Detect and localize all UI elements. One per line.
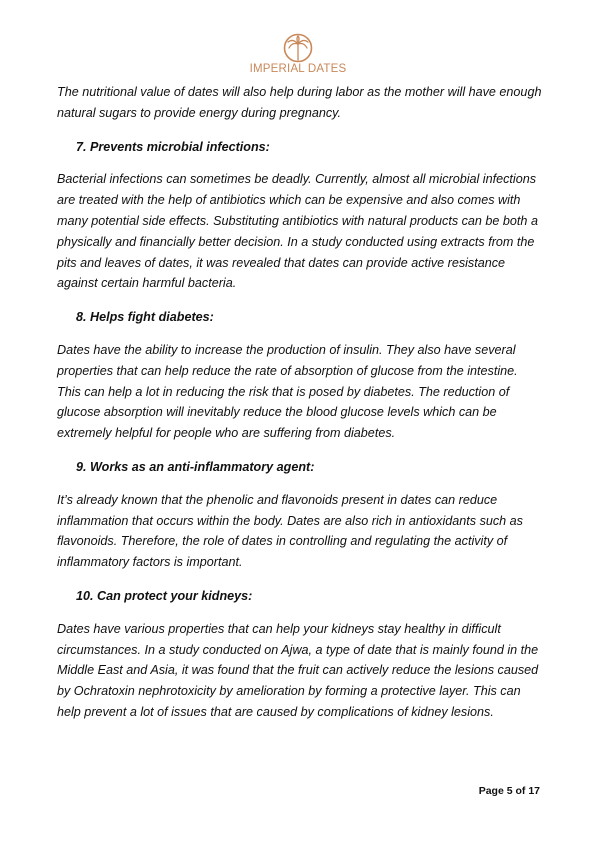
intro-paragraph: The nutritional value of dates will also help during labor as the mother will have enough natural sugars to provide energy during pregnancy. xyxy=(57,85,542,120)
brand-logo xyxy=(0,33,596,76)
palm-tree-emblem-icon xyxy=(283,33,313,63)
section-heading-10: 10. Can protect your kidneys: xyxy=(76,588,253,603)
section-text-10: Dates have various properties that can help your kidneys stay healthy in difficult circumstances. In a study conducted on Ajwa, a type of date that is mainly found in the Middle East and Asia, it was found that the fruit can actively reduce the lesions caused by Ochratoxin nephrotoxicity by amelioration by forming a protective layer. This can help prevent a lot of issues that are caused by complications of kidney lesions. xyxy=(57,621,539,719)
brand-name: IMPERIAL DATES xyxy=(249,63,347,75)
page-number: Page 5 of 17 xyxy=(478,785,540,797)
section-text-8: Dates have the ability to increase the production of insulin. They also have several properties that can help reduce the rate of absorption of glucose from the intestine. This can help a lot in reducing the risk that is posed by diabetes. The reduction of glucose absorption will inevitably reduce the blood glucose levels which can be extremely helpful for people who are suffering from diabetes. xyxy=(57,342,518,441)
section-text-7: Bacterial infections can sometimes be deadly. Currently, almost all microbial infections are treated with the help of antibiotics which can be expensive and also comes with many potential side effects. Substituting antibiotics with natural products can be both a physically and financially better decision. In a study conducted using extracts from the pits and leaves of dates, it was revealed that dates can provide active resistance against certain harmful bacteria. xyxy=(57,172,538,291)
document-body xyxy=(57,82,543,723)
section-heading-8: 8. Helps fight diabetes: xyxy=(76,310,214,325)
section-heading-9: 9. Works as an anti-inflammatory agent: xyxy=(76,459,315,474)
section-heading-7: 7. Prevents microbial infections: xyxy=(76,139,270,154)
section-text-9: It’s already known that the phenolic and flavonoids present in dates can reduce inflammation that occurs within the body. Dates are also rich in antioxidants such as flavonoids. Therefore, the role of dates in controlling and regulating the activity of inflammatory factors is important. xyxy=(57,492,523,570)
